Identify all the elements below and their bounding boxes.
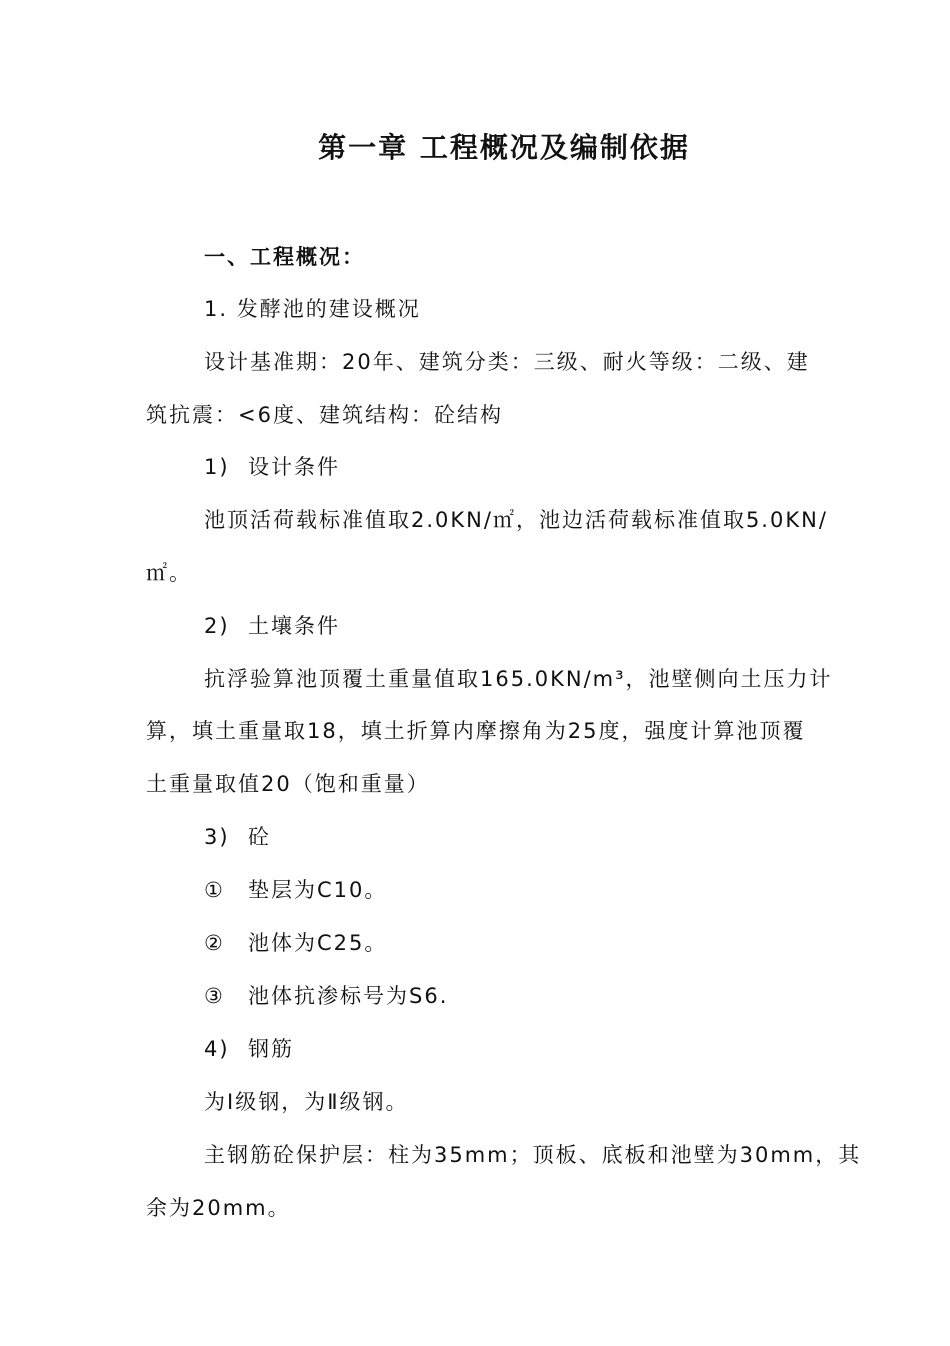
soil-line-1: 抗浮验算池顶覆土重量值取165.0KN/m³，池壁侧向土压力计 (204, 667, 833, 691)
cover-line-2: 余为20mm。 (146, 1196, 291, 1220)
concrete-item-3-number: ③ (204, 984, 225, 1008)
item-4-number: 4) (204, 1037, 230, 1061)
item-1-label: 设计条件 (248, 455, 340, 479)
concrete-item-2-text: 池体为C25。 (248, 931, 388, 955)
item-3-label: 砼 (248, 825, 271, 849)
item-2-label: 土壤条件 (248, 614, 340, 638)
item-3-number: 3) (204, 825, 230, 849)
design-info-line-2: 筑抗震：<6度、建筑结构：砼结构 (146, 403, 503, 427)
concrete-item-3 (204, 981, 448, 1011)
item-4-label: 钢筋 (248, 1037, 294, 1061)
load-line-2: ㎡。 (146, 561, 192, 585)
sub-heading: 1. 发酵池的建设概况 (204, 297, 421, 321)
section-heading: 一、工程概况： (204, 245, 365, 269)
concrete-item-2-number: ② (204, 931, 225, 955)
item-1 (204, 452, 340, 482)
item-2 (204, 611, 340, 641)
concrete-item-1-text: 垫层为C10。 (248, 878, 388, 902)
concrete-item-2 (204, 928, 387, 958)
item-1-number: 1) (204, 455, 230, 479)
item-3 (204, 822, 271, 852)
soil-line-2: 算，填土重量取18，填土折算内摩擦角为25度，强度计算池顶覆 (146, 719, 806, 743)
load-line-1: 池顶活荷载标准值取2.0KN/㎡，池边活荷载标准值取5.0KN/ (204, 508, 828, 532)
cover-line-1: 主钢筋砼保护层：柱为35mm；顶板、底板和池壁为30mm，其 (204, 1143, 862, 1167)
rebar-grade: 为Ⅰ级钢，为Ⅱ级钢。 (204, 1090, 409, 1114)
soil-line-3: 土重量取值20（饱和重量） (146, 772, 430, 796)
concrete-item-3-text: 池体抗渗标号为S6. (248, 984, 449, 1008)
concrete-item-1-number: ① (204, 878, 225, 902)
chapter-title: 第一章 工程概况及编制依据 (318, 131, 690, 164)
item-2-number: 2) (204, 614, 230, 638)
item-4 (204, 1034, 294, 1064)
concrete-item-1 (204, 875, 387, 905)
design-info-line-1: 设计基准期：20年、建筑分类：三级、耐火等级：二级、建 (204, 350, 810, 374)
